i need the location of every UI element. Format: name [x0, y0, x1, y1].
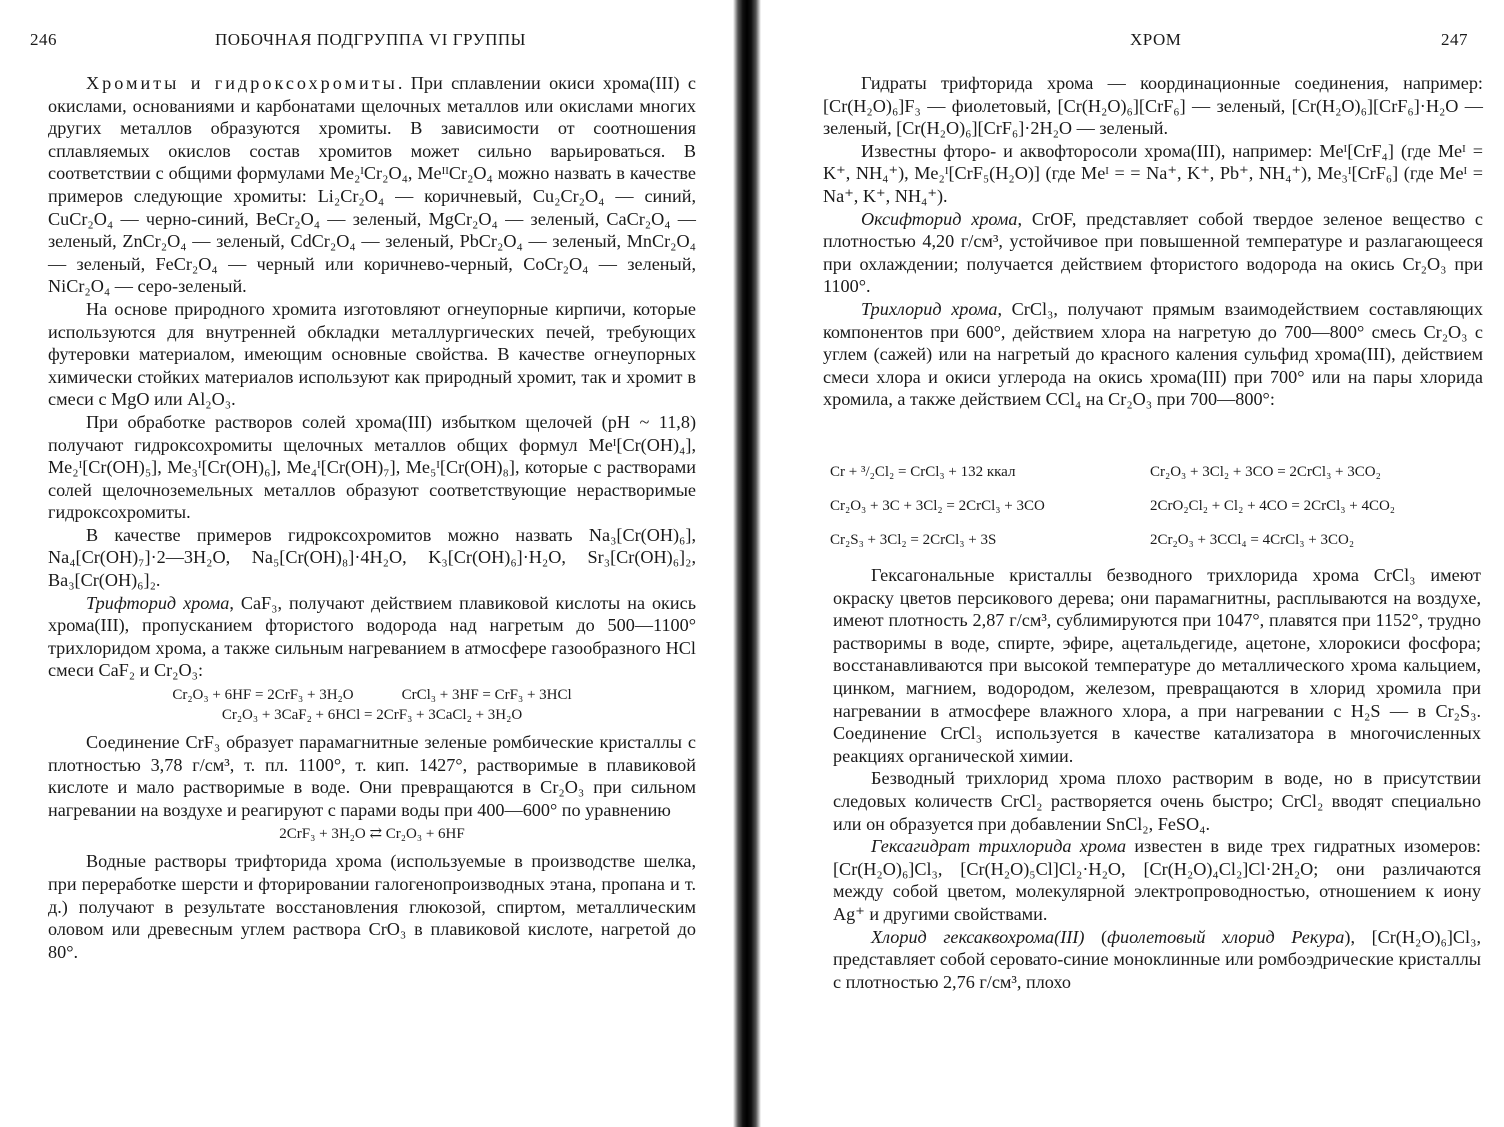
right-body-top — [823, 72, 1483, 411]
section-lead: Хлорид гексаквохрома(III) — [871, 926, 1085, 947]
section-lead: Хромиты и гидроксохромиты — [86, 73, 398, 93]
paragraph — [823, 298, 1483, 411]
paragraph-text: , CrOF, представляет собой твердое зеленое вещество с плотностью 4,20 г/см³, устойчивое при повышенной температуре и разлагающееся при охлаждении; получается действием фтористого водорода на окись Cr₂O₃ при 1100°. — [823, 208, 1483, 297]
equation: 2CrF₃ + 3H₂O ⇄ Cr₂O₃ + 6HF — [279, 826, 465, 843]
paragraph — [833, 926, 1481, 994]
equation-block — [830, 455, 1480, 557]
page-number-right: 247 — [1441, 30, 1468, 49]
equation: Cr₂S₃ + 3Cl₂ = 2CrCl₃ + 3S — [830, 532, 997, 548]
book-spine — [733, 0, 761, 1127]
paragraph — [833, 835, 1481, 925]
paragraph: На основе природного хромита изготовляют огнеупорные кирпичи, которые используются для внутренней обкладки металлургических печей, требующих футеровки материалом, имеющим основные свойства. В качестве огнеупорных химически стойких материалов используют как природный хромит, так и хромит в смеси с MgO или Al₂O₃. — [48, 298, 696, 410]
right-page — [765, 0, 1504, 1127]
equation: Cr₂O₃ + 3C + 3Cl₂ = 2CrCl₃ + 3CO — [830, 498, 1045, 514]
paragraph — [48, 72, 696, 298]
running-head-left: ПОБОЧНАЯ ПОДГРУППА VI ГРУППЫ — [215, 30, 526, 49]
paragraph: При обработке растворов солей хрома(III) избытком щелочей (pH ~ 11,8) получают гидроксохромиты щелочных металлов общих формул Meᴵ[Cr(OH)₄], Me₂ᴵ[Cr(OH)₅], Me₃ᴵ[Cr(OH)₆], Me₄ᴵ[Cr(OH)₇], Me₅ᴵ[Cr(OH)₈], которые с растворами солей щелочноземельных металлов образуют соответствующие нерастворимые гидроксохромиты. — [48, 411, 696, 523]
section-lead: Гексагидрат трихлорида хрома — [871, 836, 1127, 857]
right-body-bottom — [833, 564, 1481, 993]
section-lead: Оксифторид хрома — [861, 208, 1018, 229]
equation: Cr₂O₃ + 3CaF₂ + 6HCl = 2CrF₃ + 3CaCl₂ + 3H₂O — [221, 707, 523, 724]
page-number-left: 246 — [30, 30, 57, 49]
equation-part: Cr₂O₃ + 6HF = 2CrF₃ + 3H₂O — [172, 687, 354, 704]
paragraph: Гексагональные кристаллы безводного трихлорида хрома CrCl₃ имеют окраску цветов персикового дерева; они парамагнитны, расплываются на воздухе, имеют плотность 2,87 г/см³, сублимируются при 1047°, плавятся при 1152°, трудно растворимы в воде, спирте, эфире, ацетальдегиде, ацетоне, хлорокиси фосфора; восстанавливаются при высокой температуре до металлического хрома кальцием, цинком, магнием, водородом, железом, превращаются в хлорид хромила при нагревании в атмосфере влажного хлора, а при нагревании с H₂S — в Cr₂S₃. Соединение CrCl₃ используется в качестве катализатора в многочисленных реакциях органической химии. — [833, 565, 1481, 766]
section-lead: Трифторид хрома — [86, 592, 230, 613]
paragraph: Безводный трихлорид хрома плохо растворим в воде, но в присутствии следовых количеств CrCl₂ растворяется очень быстро; CrCl₂ вводят специально или он образуется при добавлении SnCl₂, FeSO₄. — [833, 768, 1481, 834]
running-head-right: ХРОМ — [1130, 30, 1182, 49]
paragraph: В качестве примеров гидроксохромитов можно назвать Na₃[Cr(OH)₆], Na₄[Cr(OH)₇]·2—3H₂O, Na₅[Cr(OH)₈]·4H₂O, K₃[Cr(OH)₆]·H₂O, Sr₃[Cr(OH)₆]₂, Ba₃[Cr(OH)₆]₂. — [48, 524, 696, 591]
equation: Cr + ³/₂Cl₂ = CrCl₃ + 132 ккал — [830, 464, 1016, 480]
equation: Cr₂O₃ + 3Cl₂ + 3CO = 2CrCl₃ + 3CO₂ — [1150, 464, 1381, 480]
equation: 2CrO₂Cl₂ + Cl₂ + 4CO = 2CrCl₃ + 4CO₂ — [1150, 498, 1396, 514]
equation: 2Cr₂O₃ + 3CCl₄ = 4CrCl₃ + 3CO₂ — [1150, 532, 1355, 548]
paragraph-text: . При сплавлении окиси хрома(III) с окислами, основаниями и карбонатами щелочных металлов или окислами многих других металлов образуются хромиты. В зависимости от соотношения сплавляемых окислов состав хромитов может сильно варьироваться. В соответствии с общими формулами Me₂ᴵCr₂O₄, MeᴵᴵCr₂O₄ можно назвать в качестве примеров следующие хромиты: Li₂Cr₂O₄ — коричневый, Cu₂Cr₂O₄ — синий, CuCr₂O₄ — черно-синий, BeCr₂O₄ — зеленый, MgCr₂O₄ — зеленый, CaCr₂O₄ — зеленый, ZnCr₂O₄ — зеленый, CdCr₂O₄ — зеленый, PbCr₂O₄ — зеленый, MnCr₂O₄ — зеленый, FeCr₂O₄ — черный или коричнево-черный, CoCr₂O₄ — зеленый, NiCr₂O₄ — серо-зеленый. — [48, 73, 696, 297]
left-page — [0, 0, 735, 1127]
equation-part: CrCl₃ + 3HF = CrF₃ + 3HCl — [401, 687, 572, 704]
equation-row — [830, 489, 1480, 523]
paragraph-text: , CaF₃, получают действием плавиковой кислоты на окись хрома(III), пропусканием фтористого водорода над нагретым до 500—1100° трихлоридом хрома, а также сильным нагреванием в атмосфере газообразного HCl смеси CaF₂ и Cr₂O₃: — [48, 592, 696, 681]
paragraph: Гидраты трифторида хрома — координационные соединения, например: [Cr(H₂O)₆]F₃ — фиолетовый, [Cr(H₂O)₆][CrF₆] — зеленый, [Cr(H₂O)₆][CrF₆]·H₂O — зеленый, [Cr(H₂O)₆][CrF₆]·2H₂O — зеленый. — [823, 73, 1483, 139]
section-lead: фиолетовый хлорид Рекура — [1107, 926, 1345, 947]
paragraph — [823, 208, 1483, 298]
paragraph: Известны фторо- и аквофторосоли хрома(III), например: Meᴵ[CrF₄] (где Meᴵ = K⁺, NH₄⁺), Me₂ᴵ[CrF₅(H₂O)] (где Meᴵ = = Na⁺, K⁺, Pb⁺, NH₄⁺), Me₃ᴵ[CrF₆] (где Meᴵ = Na⁺, K⁺, NH₄⁺). — [823, 140, 1483, 206]
section-lead: Трихлорид хрома — [861, 298, 998, 319]
paragraph-text: , CrCl₃, получают прямым взаимодействием составляющих компонентов при 600°, действием хлора на нагретую до 700—800° смесь Cr₂O₃ с углем (сажей) или на нагретый до красного каления сульфид хрома(III), действием смеси хлора и окиси углерода на окись хрома(III) при 700° или на пары хлорида хромила, а также действием CCl₄ на Cr₂O₃ при 700—800°: — [823, 298, 1484, 410]
equation — [48, 685, 696, 705]
paragraph-text: ( — [1084, 926, 1108, 947]
paragraph: Водные растворы трифторида хрома (используемые в производстве шелка, при переработке шерсти и фторировании галогенопроизводных этана, пропана и т. д.) получают в результате восстановления глюкозой, спиртом, металлическим оловом или древесным углем раствора CrO₃ в плавиковой кислоте, нагретой до 80°. — [48, 851, 696, 962]
equation-row — [830, 523, 1480, 557]
paragraph-text: ), [Cr(H₂O)₆]Cl₃, представляет собой серовато-синие моноклинные или ромбоэдрические кристаллы с плотностью 2,76 г/см³, плохо — [833, 926, 1482, 992]
paragraph-text: известен в виде трех гидратных изомеров: [Cr(H₂O)₆]Cl₃, [Cr(H₂O)₅Cl]Cl₂·H₂O, [Cr(H₂O)₄Cl₂]Cl·2H₂O; они различаются между собой цветом, молекулярной электропроводностью, отношением к иону Ag⁺ и другими свойствами. — [833, 836, 1481, 924]
equation-row — [830, 455, 1480, 489]
paragraph — [48, 592, 696, 682]
left-body — [48, 72, 696, 963]
paragraph: Соединение CrF₃ образует парамагнитные зеленые ромбические кристаллы с плотностью 3,78 г/см³, т. пл. 1100°, т. кип. 1427°, растворимые в плавиковой кислоте и мало растворимые в воде. Они превращаются в Cr₂O₃ при сильном нагревании на воздухе и реагируют с парами воды при 400—600° по уравнению — [48, 732, 696, 820]
